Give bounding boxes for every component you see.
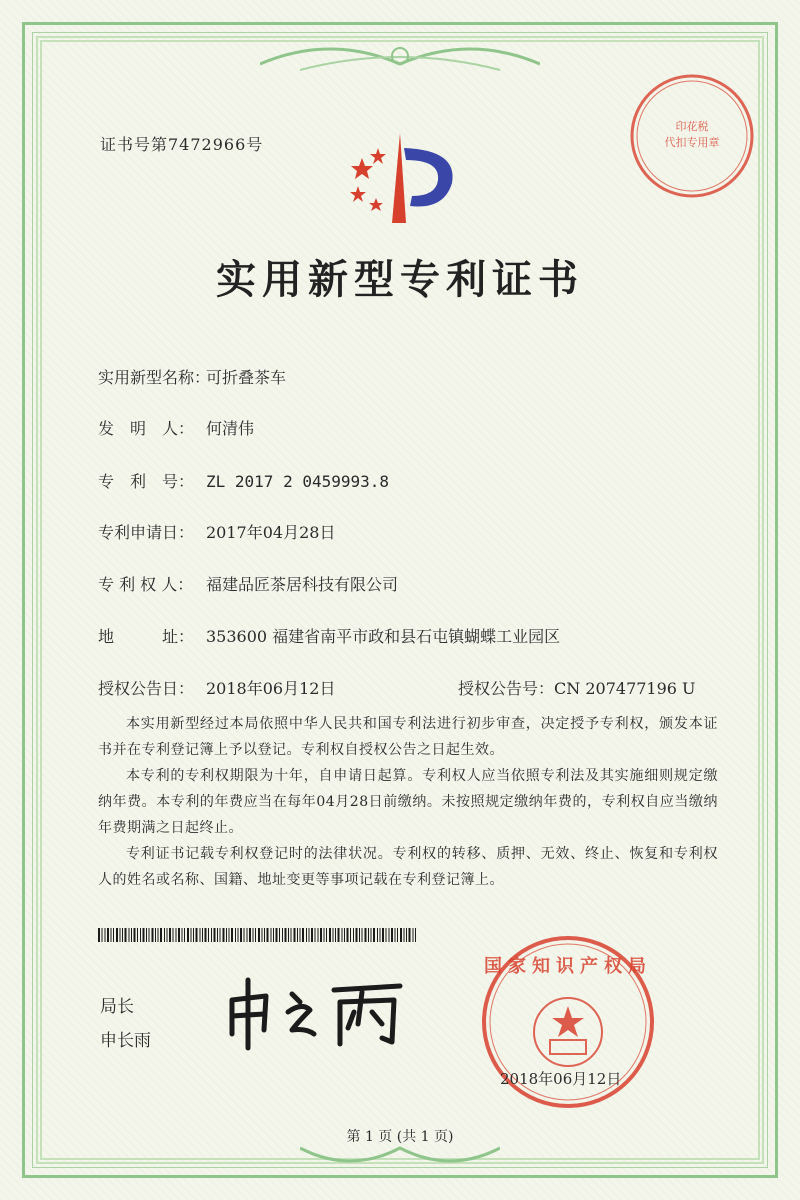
value-address: 353600 福建省南平市政和县石屯镇蝴蝶工业园区 [206,627,561,646]
label-announcement-date: 授权公告日： [98,679,195,698]
field-inventor [98,416,254,439]
value-announcement-number: CN 207477196 U [554,679,696,698]
field-announcement-date [98,676,335,699]
value-patent-number: ZL 2017 2 0459993.8 [206,472,390,491]
barcode [98,928,418,942]
certificate-title: 实用新型专利证书 [216,256,584,303]
top-ornament [260,34,540,78]
value-utility-model-name: 可折叠茶车 [206,368,287,387]
value-patentee: 福建品匠茶居科技有限公司 [206,575,399,594]
paragraph-grant: 本实用新型经过本局依照中华人民共和国专利法进行初步审查，决定授予专利权，颁发本证书并在专利登记簿上予以登记。专利权自授权公告之日起生效。 [98,716,718,758]
label-inventor: 发 明 人： [98,419,195,438]
label-announcement-number: 授权公告号： [458,679,555,698]
seal-date: 2018年06月12日 [500,1070,622,1088]
paragraph-legal-status: 专利证书记载专利权登记时的法律状况。专利权的转移、质押、无效、终止、恢复和专利权人的姓名或名称、国籍、地址变更等事项记载在专利登记簿上。 [98,846,718,888]
field-utility-model-name [98,365,286,388]
svg-text:国家知识产权局: 国家知识产权局 [484,956,652,977]
field-address [98,624,560,647]
label-patent-number: 专 利 号： [98,472,195,491]
certificate-number: 证书号第7472966号 [100,135,264,154]
svg-text:代扣专用章: 代扣专用章 [664,136,720,149]
field-patentee [98,572,398,595]
paragraph-term: 本专利的专利权期限为十年，自申请日起算。专利权人应当依照专利法及其实施细则规定缴纳年费。本专利的年费应当在每年04月28日前缴纳。未按照规定缴纳年费的，专利权自应当缴纳年费期满之日起终止。 [98,768,718,836]
value-inventor: 何清伟 [206,419,255,438]
label-address: 地 址： [98,627,195,646]
label-application-date: 专利申请日： [98,523,195,542]
value-announcement-date: 2018年06月12日 [206,679,336,698]
signatory-name: 申长雨 [100,1031,151,1051]
patent-office-logo [340,128,470,228]
field-announcement-number [458,676,696,699]
page-number: 第 1 页 (共 1 页) [346,1129,454,1145]
field-application-date [98,520,335,543]
value-application-date: 2017年04月28日 [206,523,336,542]
field-patent-number [98,469,389,492]
label-patentee: 专 利 权 人： [98,575,194,594]
signatory-role: 局长 [100,997,134,1017]
svg-text:印花税: 印花税 [675,120,709,133]
tax-stamp-seal [628,72,756,200]
label-utility-model-name: 实用新型名称： [98,368,211,387]
handwritten-signature [222,972,412,1052]
